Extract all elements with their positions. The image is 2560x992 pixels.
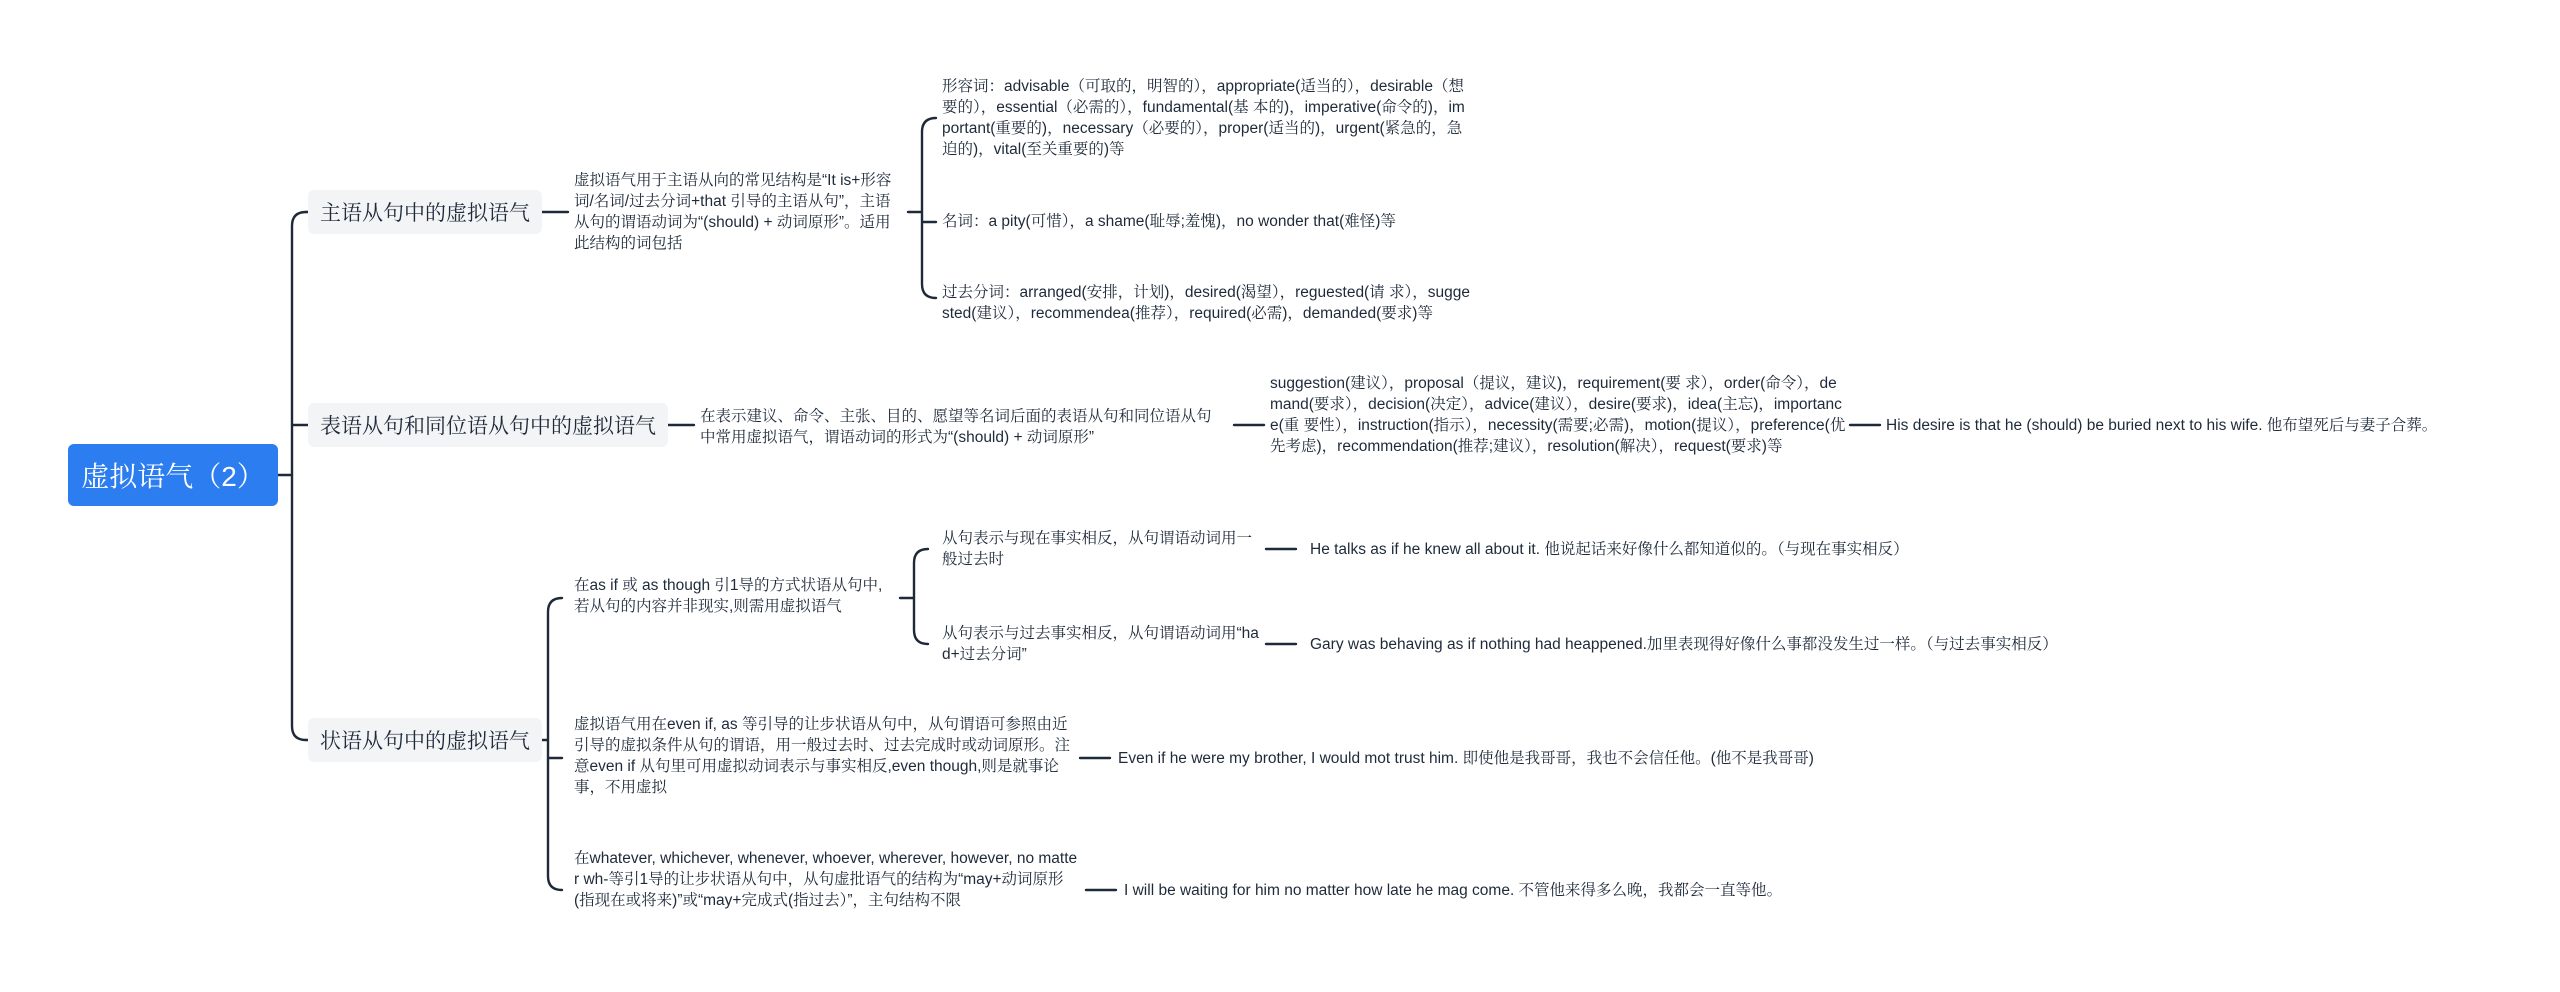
b3b-example: Even if he were my brother, I would mot trust him. 即使他是我哥哥，我也不会信任他。(他不是我哥哥) — [1118, 750, 1814, 767]
branch-subject-clause[interactable]: 主语从句中的虚拟语气 — [308, 190, 542, 234]
branch-adverbial-clause[interactable]: 状语从句中的虚拟语气 — [308, 718, 542, 762]
b3a-example-present: He talks as if he knew all about it. 他说起话来好像什么都知道似的。（与现在事实相反） — [1310, 541, 1909, 558]
b1-item-nouns: 名词：a pity(可惜），a shame(耻辱;羞愧)，no wonder that(难怪)等 — [942, 213, 1396, 230]
b3a-item-past: 从句表示与过去事实相反，从句谓语动词用“had+过去分词” — [942, 625, 1259, 663]
b3a-item-present: 从句表示与现在事实相反，从句谓语动词用一般过去时 — [942, 530, 1253, 568]
root-node[interactable]: 虚拟语气（2） — [68, 444, 278, 506]
b1-item-participles: 过去分词：arranged(安排，计划)，desired(渴望），reguested(请 求），suggested(建议），recommendea(推荐），required(必需)，demanded(要求)等 — [942, 284, 1471, 322]
b3b-description: 虚拟语气用在even if, as 等引导的让步状语从句中，从句谓语可参照由近引导的虚拟条件从句的谓语，用一般过去时、过去完成时或动词原形。注意even if 从句里可用虚拟动词表示与事实相反,even though,则是就事论事，不用虚拟 — [574, 716, 1071, 796]
b1-item-adjectives: 形容词：advisable（可取的，明智的），appropriate(适当的），desirable（想要的），essential（必需的），fundamental(基 本的)，imperative(命令的)，important(重要的)，necessary（必要的），proper(适当的)，urgent(紧急的，急迫的)，vital(至关重要的)等 — [942, 78, 1465, 158]
branch-predicative-appositive[interactable]: 表语从句和同位语从句中的虚拟语气 — [308, 403, 668, 447]
connector-b3a-fork — [900, 549, 928, 644]
b3a-description: 在as if 或 as though 引1导的方式状语从句中,若从句的内容并非现实,则需用虚拟语气 — [574, 577, 883, 615]
b2-description: 在表示建议、命令、主张、目的、愿望等名词后面的表语从句和同位语从句中常用虚拟语气，谓语动词的形式为“(should) + 动词原形” — [700, 408, 1212, 446]
b2-example: His desire is that he (should) be buried next to his wife. 他布望死后与妻子合葬。 — [1886, 417, 2438, 434]
connector-b1-fork — [908, 118, 936, 298]
b3a-example-past: Gary was behaving as if nothing had heappened.加里表现得好像什么事都没发生过一样。（与过去事实相反） — [1310, 636, 2058, 653]
trunk-line — [292, 212, 306, 740]
b3c-example: I will be waiting for him no matter how late he mag come. 不管他来得多么晚，我都会一直等他。 — [1124, 882, 1783, 899]
b3c-description: 在whatever, whichever, whenever, whoever, wherever, however, no matter wh-等引1导的让步状语从句中，从句虚批语气的结构为“may+动词原形(指现在或将来)”或“may+完成式(指过去）”，主句结构不限 — [574, 850, 1078, 909]
b1-description: 虚拟语气用于主语从向的常见结构是“It is+形容词/名词/过去分词+that 引导的主语从句”，主语从句的谓语动词为“(should) + 动词原形”。适用此结构的词包括 — [574, 172, 892, 252]
b2-item-nouns: suggestion(建议），proposal（提议，建议)，requirement(要 求），order(命令），demand(要求），decision(决定），advice(建议），desire(要求)，idea(主忘)，importance(重 要性），instruction(指示），necessity(需要;必需)，motion(提议），preference(优先考虑)，recommendation(推荐;建议），resolution(解决），request(要求)等 — [1270, 375, 1846, 455]
